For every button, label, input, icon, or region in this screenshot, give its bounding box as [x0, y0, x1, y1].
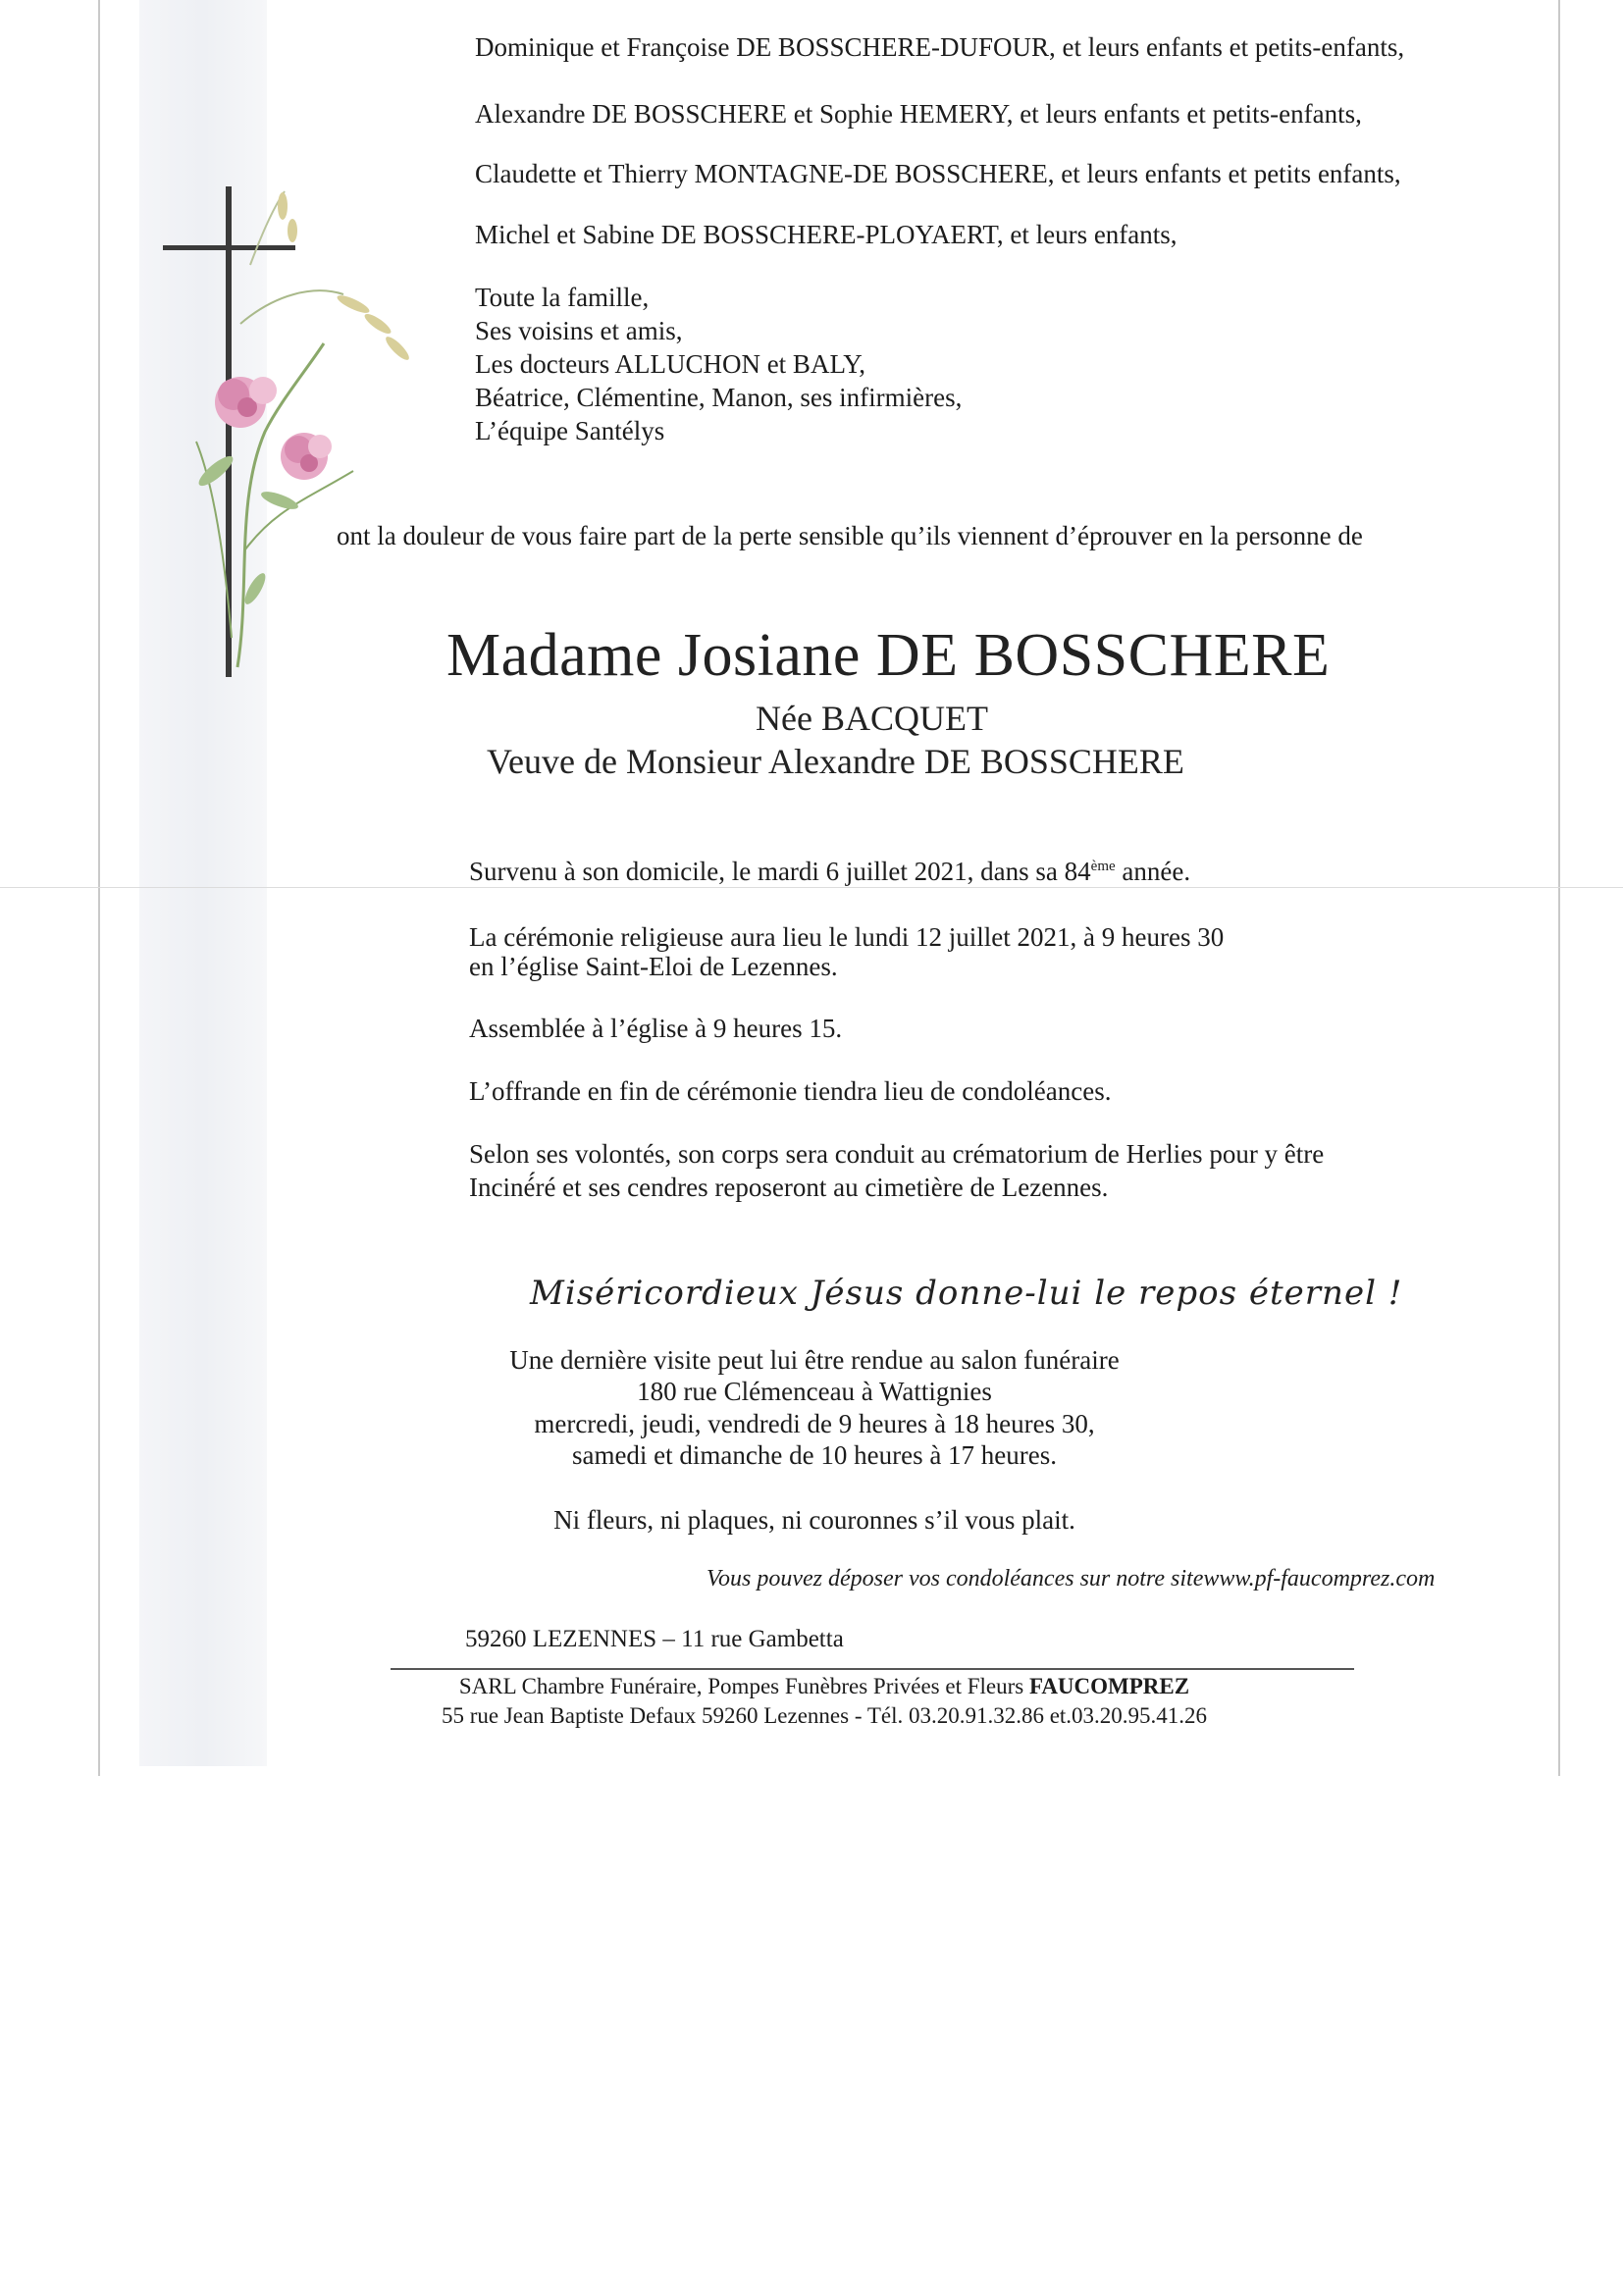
others-line: Ses voisins et amis, — [475, 316, 683, 345]
death-statement: Survenu à son domicile, le mardi 6 juillet 2021, dans sa 84ème année. — [469, 857, 1191, 886]
cross-flowers-illustration — [157, 177, 432, 687]
others-line: L’équipe Santélys — [475, 416, 665, 445]
ceremony-line-1: La cérémonie religieuse aura lieu le lundi 12 juillet 2021, à 9 heures 30 — [469, 922, 1225, 952]
ceremony-line-2: en l’église Saint-Eloi de Lezennes. — [469, 952, 838, 981]
deceased-name: Madame Josiane DE BOSSCHERE — [446, 622, 1331, 689]
rose-upper — [215, 377, 277, 428]
others-line: Béatrice, Clémentine, Manon, ses infirmières, — [475, 383, 963, 412]
visit-line: mercredi, jeudi, vendredi de 9 heures à 18 heures 30, — [534, 1409, 1095, 1438]
wishes-line-2: Inciné́ré et ses cendres reposeront au cimetière de Lezennes. — [469, 1173, 1109, 1202]
wishes-line-1: Selon ses volontés, son corps sera conduit au crématorium de Herlies pour y être — [469, 1139, 1325, 1169]
footer-rule — [391, 1668, 1354, 1670]
family-line: Michel et Sabine DE BOSSCHERE-PLOYAERT, et leurs enfants, — [475, 220, 1178, 249]
deceased-widow-of: Veuve de Monsieur Alexandre DE BOSSCHERE — [487, 742, 1184, 781]
others-line: Les docteurs ALLUCHON et BALY, — [475, 349, 865, 379]
family-line: Claudette et Thierry MONTAGNE-DE BOSSCHERE, et leurs enfants et petits enfants, — [475, 159, 1401, 188]
offering-text: L’offrande en fin de cérémonie tiendra lieu de condoléances. — [469, 1076, 1112, 1106]
rose-lower — [281, 433, 332, 480]
prayer-text: Miséricordieux Jésus donne-lui le repos éternel ! — [530, 1274, 1403, 1313]
footer-contact: 55 rue Jean Baptiste Defaux 59260 Lezennes - Tél. 03.20.91.32.86 et.03.20.95.41.26 — [441, 1703, 1208, 1728]
footer-company: SARL Chambre Funéraire, Pompes Funèbres Privées et Fleurs FAUCOMPREZ — [458, 1674, 1190, 1698]
deceased-maiden-name: Née BACQUET — [756, 699, 988, 738]
family-line: Alexandre DE BOSSCHERE et Sophie HEMERY, et leurs enfants et petits-enfants, — [475, 99, 1362, 129]
assembly-text: Assemblée à l’église à 9 heures 15. — [469, 1014, 843, 1043]
page-border-right — [1558, 0, 1560, 1776]
others-line: Toute la famille, — [475, 283, 650, 312]
condolences-text: Vous pouvez déposer vos condoléances sur notre sitewww.pf-faucomprez.com — [707, 1566, 1436, 1592]
address-text: 59260 LEZENNES – 11 rue Gambetta — [465, 1626, 844, 1652]
announcement-text: ont la douleur de vous faire part de la perte sensible qu’ils viennent d’éprouver en la personne de — [337, 521, 1363, 550]
visit-line: 180 rue Clémenceau à Wattignies — [637, 1377, 992, 1406]
family-line: Dominique et Françoise DE BOSSCHERE-DUFOUR, et leurs enfants et petits-enfants, — [475, 32, 1405, 62]
cross-horizontal — [163, 245, 295, 250]
no-flowers-text: Ni fleurs, ni plaques, ni couronnes s’il vous plait. — [553, 1505, 1075, 1535]
visit-line: samedi et dimanche de 10 heures à 17 heures. — [571, 1440, 1058, 1470]
page-border-left — [98, 0, 100, 1776]
visit-line: Une dernière visite peut lui être rendue au salon funéraire — [509, 1345, 1120, 1375]
